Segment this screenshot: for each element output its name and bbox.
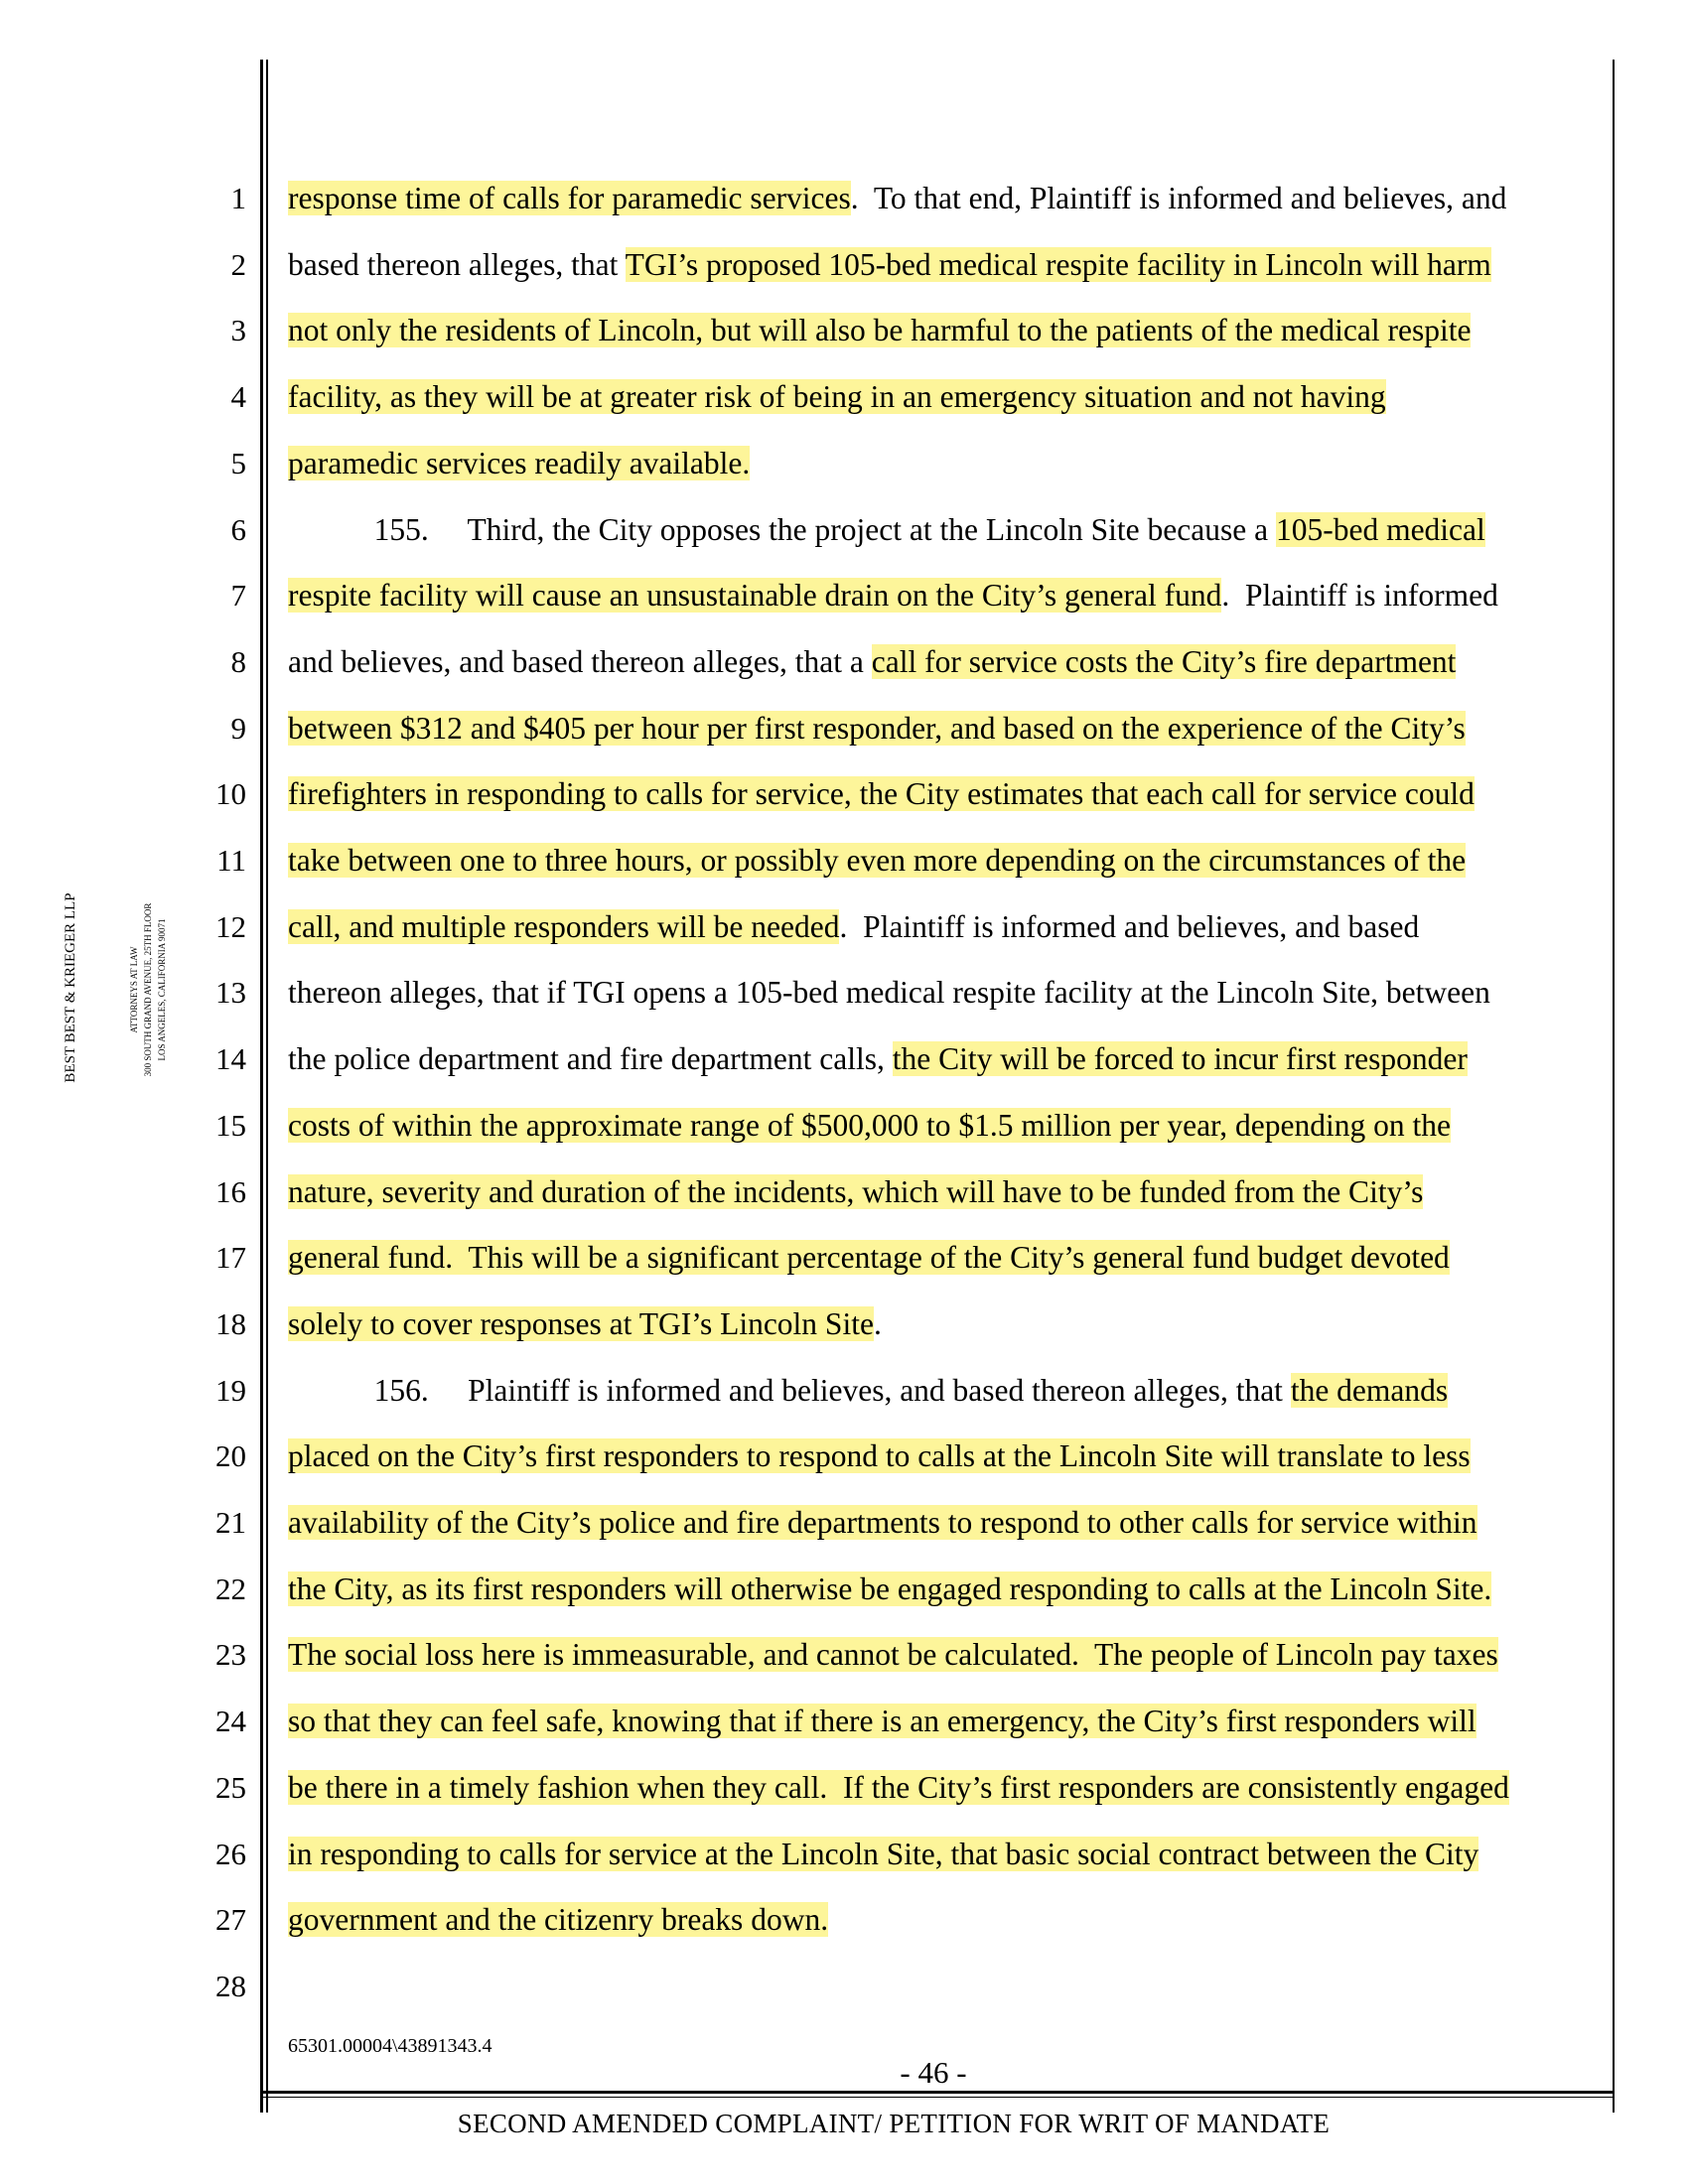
text-line <box>288 1503 1477 1543</box>
text-line <box>288 1238 1450 1278</box>
line-number: 7 <box>230 578 246 614</box>
right-margin-rule <box>1613 60 1615 2113</box>
text-line <box>288 774 1475 814</box>
document-title: SECOND AMENDED COMPLAINT/ PETITION FOR WRIT OF MANDATE <box>457 2109 1331 2138</box>
line-number: 14 <box>215 1041 246 1077</box>
line-number: 9 <box>230 710 246 746</box>
line-number: 16 <box>215 1173 246 1209</box>
text-line <box>288 510 1485 550</box>
highlighted-text: in responding to calls for service at the Lincoln Site, that basic social contract between the City <box>288 1836 1479 1871</box>
highlighted-text: nature, severity and duration of the incidents, which will have to be funded from the City’s <box>288 1173 1424 1209</box>
highlighted-text: respite facility will cause an unsustainable drain on the City’s general fund <box>288 578 1222 614</box>
footer-rule-thick <box>260 2091 1615 2094</box>
line-number: 23 <box>215 1637 246 1673</box>
left-margin-rule-outer <box>260 60 263 2113</box>
line-number: 27 <box>215 1902 246 1938</box>
text-line <box>288 1039 1468 1079</box>
highlighted-text: be there in a timely fashion when they call. If the City’s first responders are consistently engaged <box>288 1769 1509 1805</box>
highlighted-text: not only the residents of Lincoln, but will also be harmful to the patients of the medical respite <box>288 313 1472 348</box>
highlighted-text: call, and multiple responders will be needed <box>288 908 840 944</box>
highlighted-text: paramedic services readily available. <box>288 445 751 480</box>
line-number: 26 <box>215 1836 246 1871</box>
firm-name: BEST BEST & KRIEGER LLP <box>63 892 78 1083</box>
text-line <box>288 973 1490 1013</box>
line-number: 25 <box>215 1769 246 1805</box>
text-segment: . Plaintiff is informed and believes, and based <box>839 908 1420 944</box>
page-number: - 46 - <box>900 2055 967 2090</box>
text-segment: and believes, and based thereon alleges, that a <box>288 643 872 679</box>
text-segment: . Plaintiff is informed <box>1221 578 1498 614</box>
text-line <box>288 1172 1423 1212</box>
line-number: 21 <box>215 1505 246 1540</box>
highlighted-text: response time of calls for paramedic services <box>288 181 851 215</box>
highlighted-text: government and the citizenry breaks down. <box>288 1902 829 1938</box>
firm-address: 300 SOUTH GRAND AVENUE, 25TH FLOOR <box>143 902 153 1077</box>
highlighted-text: the City will be forced to incur first responder <box>892 1041 1468 1077</box>
text-line <box>288 179 1506 218</box>
highlighted-text: costs of within the approximate range of $500,000 to $1.5 million per year, depending on the <box>288 1107 1451 1143</box>
text-segment: thereon alleges, that if TGI opens a 105-bed medical respite facility at the Lincoln Site, between <box>288 975 1490 1011</box>
highlighted-text: so that they can feel safe, knowing that if there is an emergency, the City’s first responders will <box>288 1704 1477 1739</box>
text-segment: based thereon alleges, that <box>288 246 626 282</box>
line-number: 22 <box>215 1570 246 1606</box>
text-segment: 155. Third, the City opposes the project at the Lincoln Site because a <box>288 511 1276 547</box>
text-line <box>288 642 1456 682</box>
text-line <box>288 709 1466 749</box>
highlighted-text: between $312 and $405 per hour per first responder, and based on the experience of the City’s <box>288 710 1466 746</box>
line-number: 1 <box>230 181 246 215</box>
text-line <box>288 1835 1478 1874</box>
line-number: 11 <box>216 843 246 878</box>
text-segment: . To that end, Plaintiff is informed and believes, and <box>850 181 1507 215</box>
firm-city: LOS ANGELES, CALIFORNIA 90071 <box>157 918 167 1061</box>
highlighted-text: firefighters in responding to calls for service, the City estimates that each call for service could <box>288 776 1475 812</box>
text-line <box>288 1570 1491 1609</box>
line-number: 13 <box>215 975 246 1011</box>
document-id: 65301.00004\43891343.4 <box>288 2035 492 2057</box>
text-line <box>288 1768 1509 1808</box>
highlighted-text: The social loss here is immeasurable, and cannot be calculated. The people of Lincoln pay taxes <box>288 1637 1498 1673</box>
firm-sidebar-details <box>127 866 169 1114</box>
highlighted-text: take between one to three hours, or possibly even more depending on the circumstances of the <box>288 843 1467 878</box>
highlighted-text: TGI’s proposed 105-bed medical respite facility in Lincoln will harm <box>625 246 1491 282</box>
line-number: 2 <box>230 246 246 282</box>
left-margin-rule-inner <box>266 60 268 2113</box>
line-number: 6 <box>230 511 246 547</box>
text-line <box>288 245 1491 285</box>
highlighted-text: general fund. This will be a significant percentage of the City’s general fund budget devoted <box>288 1240 1450 1276</box>
text-line <box>288 377 1386 417</box>
text-segment: . <box>873 1305 882 1341</box>
highlighted-text: facility, as they will be at greater risk of being in an emergency situation and not having <box>288 379 1386 415</box>
text-line <box>288 576 1498 615</box>
text-line <box>288 841 1466 881</box>
highlighted-text: call for service costs the City’s fire department <box>871 643 1457 679</box>
highlighted-text: the demands <box>1290 1372 1449 1408</box>
text-line <box>288 1436 1471 1476</box>
line-number: 15 <box>215 1107 246 1143</box>
line-number: 19 <box>215 1372 246 1408</box>
line-number: 28 <box>215 1968 246 2003</box>
line-number: 20 <box>215 1438 246 1474</box>
text-line <box>288 444 750 483</box>
firm-subtitle: ATTORNEYS AT LAW <box>129 946 139 1033</box>
line-number: 4 <box>230 379 246 415</box>
text-line <box>288 1635 1498 1675</box>
line-number: 17 <box>215 1240 246 1276</box>
text-line <box>288 1106 1451 1146</box>
line-number: 10 <box>215 776 246 812</box>
highlighted-text: solely to cover responses at TGI’s Lincoln Site <box>288 1305 874 1341</box>
text-line <box>288 311 1471 350</box>
line-number: 24 <box>215 1704 246 1739</box>
line-number: 8 <box>230 643 246 679</box>
text-line <box>288 1304 882 1344</box>
text-line <box>288 1702 1477 1741</box>
text-segment: 156. Plaintiff is informed and believes, and based thereon alleges, that <box>288 1372 1291 1408</box>
line-number: 3 <box>230 313 246 348</box>
footer-rule-thin <box>260 2097 1615 2098</box>
highlighted-text: availability of the City’s police and fire departments to respond to other calls for service within <box>288 1505 1477 1540</box>
highlighted-text: placed on the City’s first responders to respond to calls at the Lincoln Site will translate to less <box>288 1438 1471 1474</box>
highlighted-text: 105-bed medical <box>1275 511 1485 547</box>
text-line <box>288 907 1419 947</box>
text-segment: the police department and fire department calls, <box>288 1041 893 1077</box>
text-line <box>288 1900 828 1940</box>
text-line <box>288 1371 1448 1411</box>
line-number: 5 <box>230 445 246 480</box>
highlighted-text: the City, as its first responders will otherwise be engaged responding to calls at the Lincoln Site. <box>288 1570 1492 1606</box>
firm-sidebar <box>62 859 79 1117</box>
line-number: 18 <box>215 1305 246 1341</box>
line-number: 12 <box>215 908 246 944</box>
